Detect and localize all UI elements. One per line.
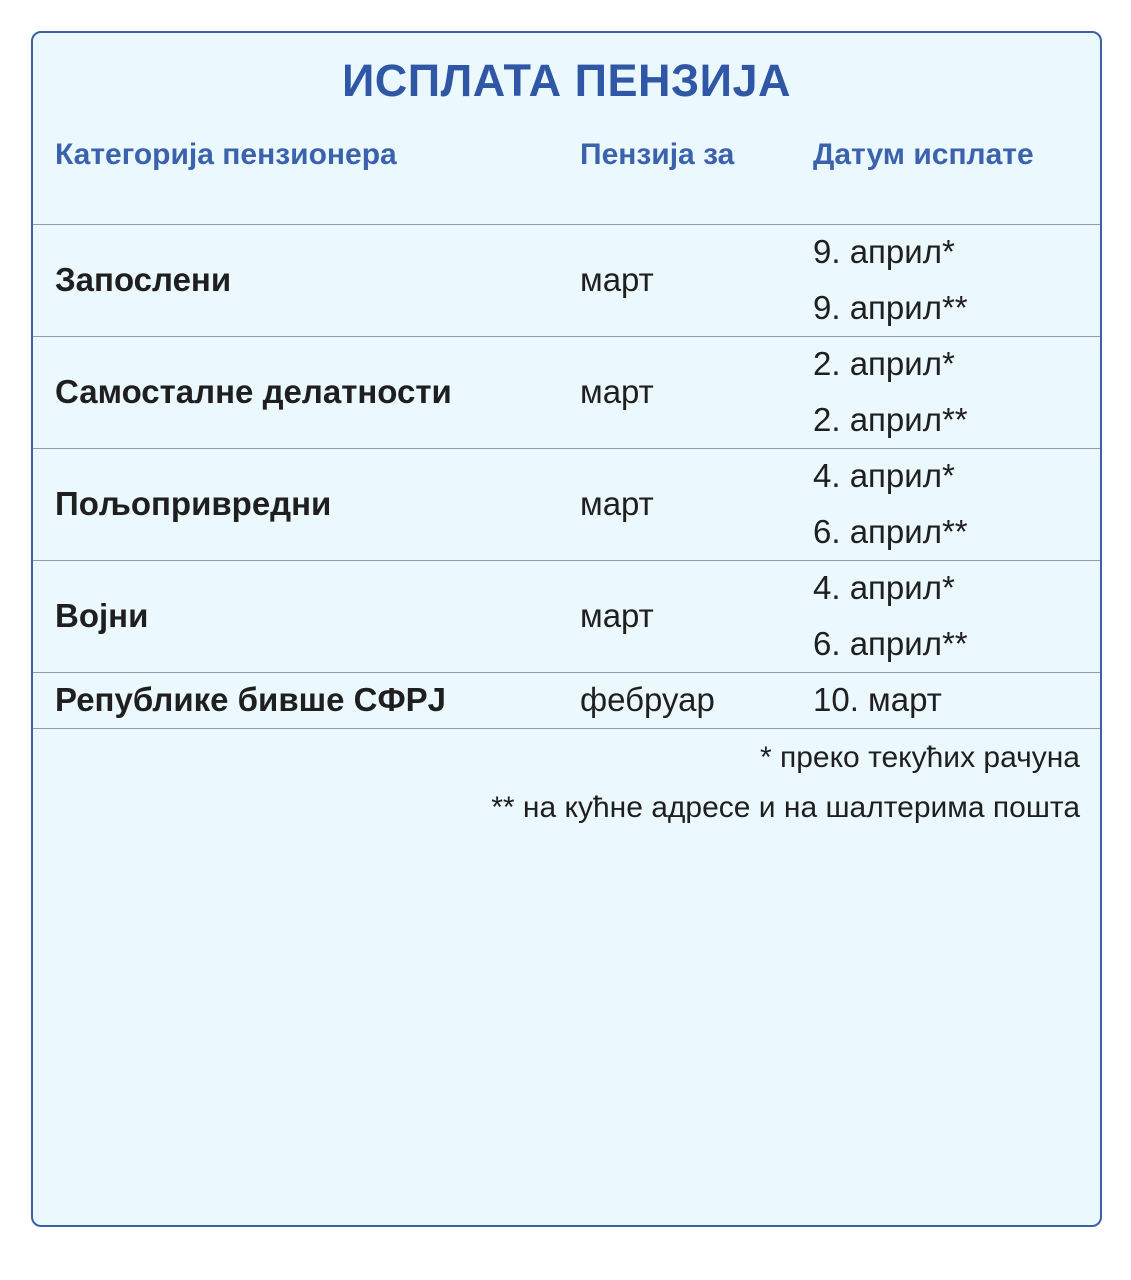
payment-date-account: 4. април* (813, 457, 955, 494)
pension-payment-card (31, 31, 1102, 1227)
row-period: фебруар (580, 681, 715, 718)
payment-date-home: 9. април** (813, 289, 968, 326)
row-period: март (580, 597, 654, 634)
footnote-home-post: ** на кућне адресе и на шалтерима пошта (491, 791, 1080, 824)
payment-date: 10. март (813, 681, 942, 718)
table-row (33, 336, 1100, 448)
row-category: Републике бивше СФРЈ (55, 681, 447, 718)
row-category: Запослени (55, 261, 232, 298)
row-category: Војни (55, 597, 149, 634)
row-period: март (580, 485, 654, 522)
row-period: март (580, 373, 654, 410)
table-row (33, 560, 1100, 672)
table-row (33, 672, 1100, 729)
row-dates (813, 233, 968, 327)
row-dates (813, 681, 942, 719)
payment-table (33, 224, 1100, 729)
column-header-category: Категорија пензионера (55, 138, 397, 171)
payment-date-account: 4. април* (813, 569, 955, 606)
row-category: Пољопривредни (55, 485, 332, 522)
payment-date-home: 2. април** (813, 401, 968, 438)
footnote-account: * преко текућих рачуна (759, 741, 1080, 774)
payment-date-home: 6. април** (813, 513, 968, 550)
row-dates (813, 569, 968, 663)
page-title: ИСПЛАТА ПЕНЗИЈА (341, 55, 792, 106)
payment-date-account: 9. април* (813, 233, 955, 270)
row-category: Самосталне делатности (55, 373, 452, 410)
row-dates (813, 345, 968, 439)
column-header-period: Пензија за (580, 138, 735, 171)
footnotes (491, 733, 1080, 833)
table-row (33, 448, 1100, 560)
payment-date-account: 2. април* (813, 345, 955, 382)
payment-date-home: 6. април** (813, 625, 968, 662)
table-row (33, 224, 1100, 336)
row-dates (813, 457, 968, 551)
row-period: март (580, 261, 654, 298)
column-header-payment-date: Датум исплате (813, 138, 1034, 171)
